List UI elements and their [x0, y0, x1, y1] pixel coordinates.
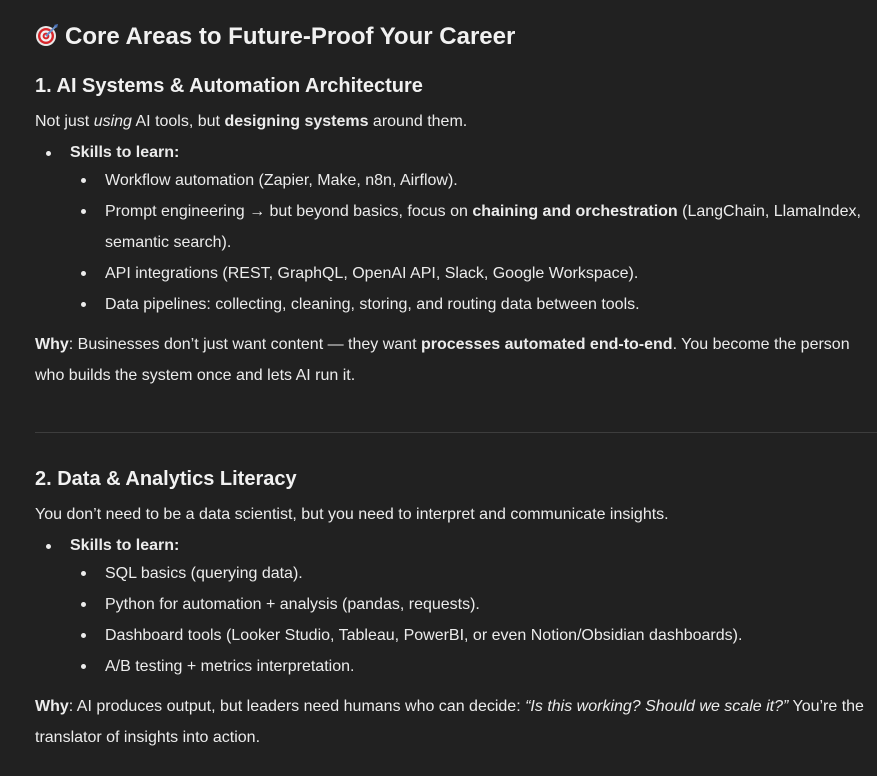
list-item: Python for automation + analysis (pandas, requests). — [35, 589, 865, 620]
why-paragraph — [35, 329, 865, 391]
why-text: You’re the translator of insights into action. — [35, 698, 864, 746]
why-text: : AI produces output, but leaders need humans who can decide: — [68, 698, 526, 715]
section-data-analytics — [35, 465, 865, 753]
why-bold: processes automated end-to-end — [420, 336, 673, 353]
skills-list — [35, 165, 865, 320]
list-item-text: Prompt engineering → but beyond basics, focus on — [105, 203, 473, 220]
intro-text: around them. — [368, 113, 468, 130]
list-item — [35, 196, 865, 258]
intro-bold: designing systems — [224, 113, 369, 130]
section-heading: 2. Data & Analytics Literacy — [35, 468, 297, 490]
section-heading: 1. AI Systems & Automation Architecture — [35, 75, 423, 97]
why-paragraph — [35, 691, 865, 753]
why-text: . You become the person who builds the system once and lets AI run it. — [35, 336, 850, 384]
why-italic: “Is this working? Should we scale it?” — [525, 698, 789, 715]
direct-hit-target-icon — [35, 23, 59, 47]
section-ai-systems — [35, 72, 865, 391]
intro-text: Not just — [35, 113, 94, 130]
skills-to-learn-label: Skills to learn: — [35, 141, 865, 165]
list-item-text: (LangChain, LlamaIndex, semantic search). — [105, 203, 861, 251]
why-text: : Businesses don’t just want content — they want — [68, 336, 421, 353]
page-title — [35, 20, 515, 54]
list-item: A/B testing + metrics interpretation. — [35, 651, 865, 682]
list-item: Data pipelines: collecting, cleaning, storing, and routing data between tools. — [35, 289, 865, 320]
why-label: Why — [35, 336, 69, 353]
page-title-text: Core Areas to Future-Proof Your Career — [65, 23, 516, 50]
section-divider — [35, 432, 877, 433]
list-item-bold: chaining and orchestration — [472, 203, 678, 220]
section-intro: You don’t need to be a data scientist, but you need to interpret and communicate insights. — [35, 506, 669, 523]
intro-italic: using — [93, 113, 132, 130]
skills-to-learn-label: Skills to learn: — [35, 534, 865, 558]
list-item: API integrations (REST, GraphQL, OpenAI API, Slack, Google Workspace). — [35, 258, 865, 289]
skills-list — [35, 558, 865, 682]
list-item: Workflow automation (Zapier, Make, n8n, Airflow). — [35, 165, 865, 196]
list-item: Dashboard tools (Looker Studio, Tableau, PowerBI, or even Notion/Obsidian dashboards). — [35, 620, 865, 651]
list-item: SQL basics (querying data). — [35, 558, 865, 589]
intro-text: AI tools, but — [131, 113, 225, 130]
section-intro — [35, 110, 865, 134]
why-label: Why — [35, 698, 69, 715]
